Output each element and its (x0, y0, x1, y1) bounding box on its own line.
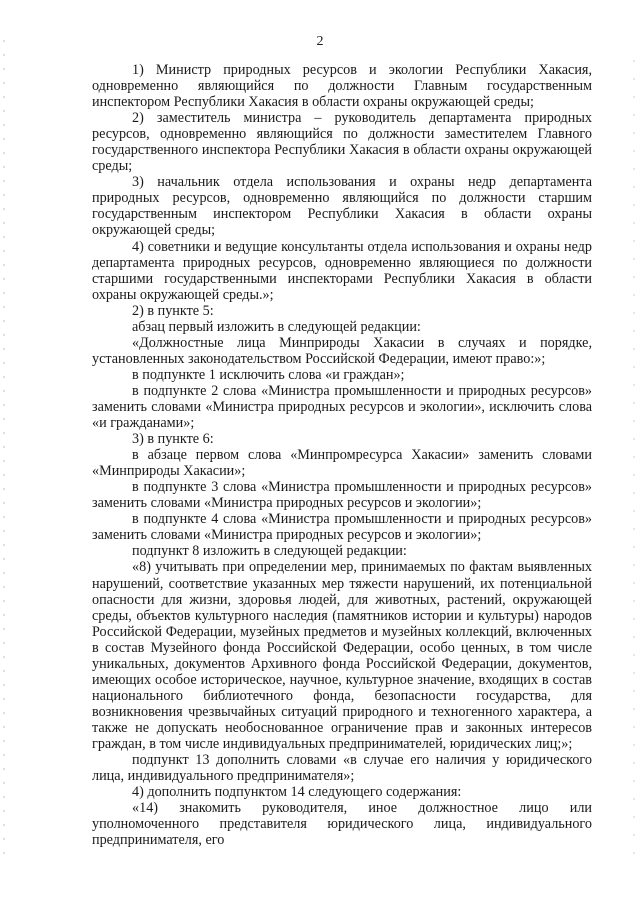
paragraph-abzac-first-item-6: в абзаце первом слова «Минпромресурса Хакасии» заменить словами «Минприроды Хакасии»; (92, 447, 592, 480)
paragraph-subitem-13: подпункт 13 дополнить словами «в случае его наличия у юридического лица, индивидуального предпринимателя»; (92, 752, 592, 785)
page-number: 2 (316, 34, 324, 49)
paragraph-subitem-1: в подпункте 1 исключить слова «и граждан»; (132, 366, 405, 383)
paragraph-1-minister: 1) Министр природных ресурсов и экологии Республики Хакасия, одновременно являющийся по должности Главным государственным инспектором Республики Хакасия в области охраны окружающей среды; (92, 62, 592, 111)
document-body (92, 62, 592, 848)
paragraph-item-5: 2) в пункте 5: (132, 302, 214, 319)
paragraph-3-department-head: 3) начальник отдела использования и охраны недр департамента природных ресурсов, одновременно являющийся по должности старшим государственным инспектором Республики Хакасия в области охраны окружающей среды; (92, 174, 592, 239)
paragraph-item-6: 3) в пункте 6: (132, 431, 214, 448)
paragraph-item-4-add-14: 4) дополнить подпунктом 14 следующего содержания: (132, 784, 462, 801)
paragraph-subitem-8-text: «8) учитывать при определении мер, принимаемых по фактам выявленных нарушений, соответствие указанных мер тяжести нарушений, их потенциальной опасности для жизни, здоровья людей, для животных, растений, окружающей среды, объектов культурного наследия (памятников истории и культуры) народов Российской Федерации, музейных предметов и музейных коллекций, включенных в состав Музейного фонда Российской Федерации, особо ценных, в том числе уникальных, документов Архивного фонда Российской Федерации, документов, имеющих особое историческое, научное, культурное значение, входящих в состав национального библиотечного фонда, безопасности государства, для возникновения чрезвычайных ситуаций природного и техногенного характера, а также не допускать необоснованное ограничение прав и законных интересов граждан, в том числе индивидуальных предпринимателей, юридических лиц;»; (92, 559, 592, 752)
paragraph-subitem-8-intro: подпункт 8 изложить в следующей редакции: (132, 543, 407, 560)
paragraph-officials-rights: «Должностные лица Минприроды Хакасии в случаях и порядке, установленных законодательством Российской Федерации, имеют право:»; (92, 334, 592, 367)
paragraph-2-deputy-minister: 2) заместитель министра – руководитель департамента природных ресурсов, одновременно являющийся по должности заместителем Главного государственного инспектора Республики Хакасия в области охраны окружающей среды; (92, 110, 592, 175)
paragraph-subitem-2: в подпункте 2 слова «Министра промышленности и природных ресурсов» заменить словами «Министра природных ресурсов и экологии», исключить слова «и гражданами»; (92, 382, 592, 432)
paragraph-subitem-3: в подпункте 3 слова «Министра промышленности и природных ресурсов» заменить словами «Министра природных ресурсов и экологии»; (92, 479, 592, 512)
paragraph-subitem-4: в подпункте 4 слова «Министра промышленности и природных ресурсов» заменить словами «Министра природных ресурсов и экологии»; (92, 511, 592, 544)
paragraph-subitem-14-text: «14) знакомить руководителя, иное должностное лицо или уполномоченного представителя юридического лица, индивидуального предпринимателя, его (92, 800, 592, 849)
scan-edge-artifact-right (633, 60, 635, 860)
paragraph-4-advisors: 4) советники и ведущие консультанты отдела использования и охраны недр департамента природных ресурсов, одновременно являющиеся по должности старшими государственными инспекторами Республики Хакасия в области охраны окружающей среды.»; (92, 238, 592, 303)
scan-edge-artifact-left (3, 40, 5, 860)
paragraph-first-abzac: абзац первый изложить в следующей редакции: (132, 318, 421, 335)
